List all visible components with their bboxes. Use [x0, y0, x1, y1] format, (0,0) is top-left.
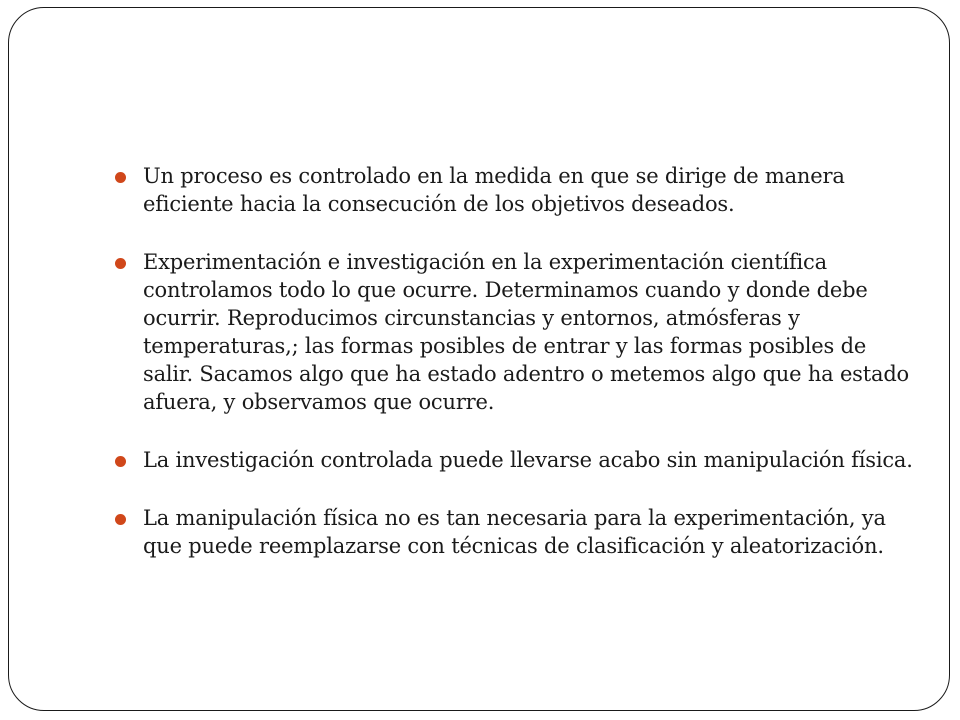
bullet-text: Experimentación e investigación en la experimentación científica controlamos todo lo que ocurre. Determinamos cuando y donde debe ocurrir. Reproducimos circunstancias y entornos, atmósferas y temperaturas,; las formas posibles de entrar y las formas posibles de salir. Sacamos algo que ha estado adentro o metemos algo que ha estado afuera, y observamos que ocurre.	[143, 250, 910, 414]
bullet-item	[115, 248, 915, 416]
bullet-text: La investigación controlada puede llevarse acabo sin manipulación física.	[143, 448, 913, 472]
bullet-dot-icon	[115, 456, 126, 467]
bullet-dot-icon	[115, 258, 126, 269]
bullet-text: Un proceso es controlado en la medida en que se dirige de manera eficiente hacia la consecución de los objetivos deseados.	[143, 164, 845, 216]
bullet-item	[115, 446, 915, 474]
bullet-item	[115, 162, 915, 218]
bullet-list	[115, 162, 915, 590]
slide-frame	[8, 7, 950, 711]
bullet-dot-icon	[115, 514, 126, 525]
bullet-dot-icon	[115, 172, 126, 183]
bullet-item	[115, 504, 915, 560]
bullet-text: La manipulación física no es tan necesaria para la experimentación, ya que puede reemplazarse con técnicas de clasificación y aleatorización.	[143, 506, 886, 558]
